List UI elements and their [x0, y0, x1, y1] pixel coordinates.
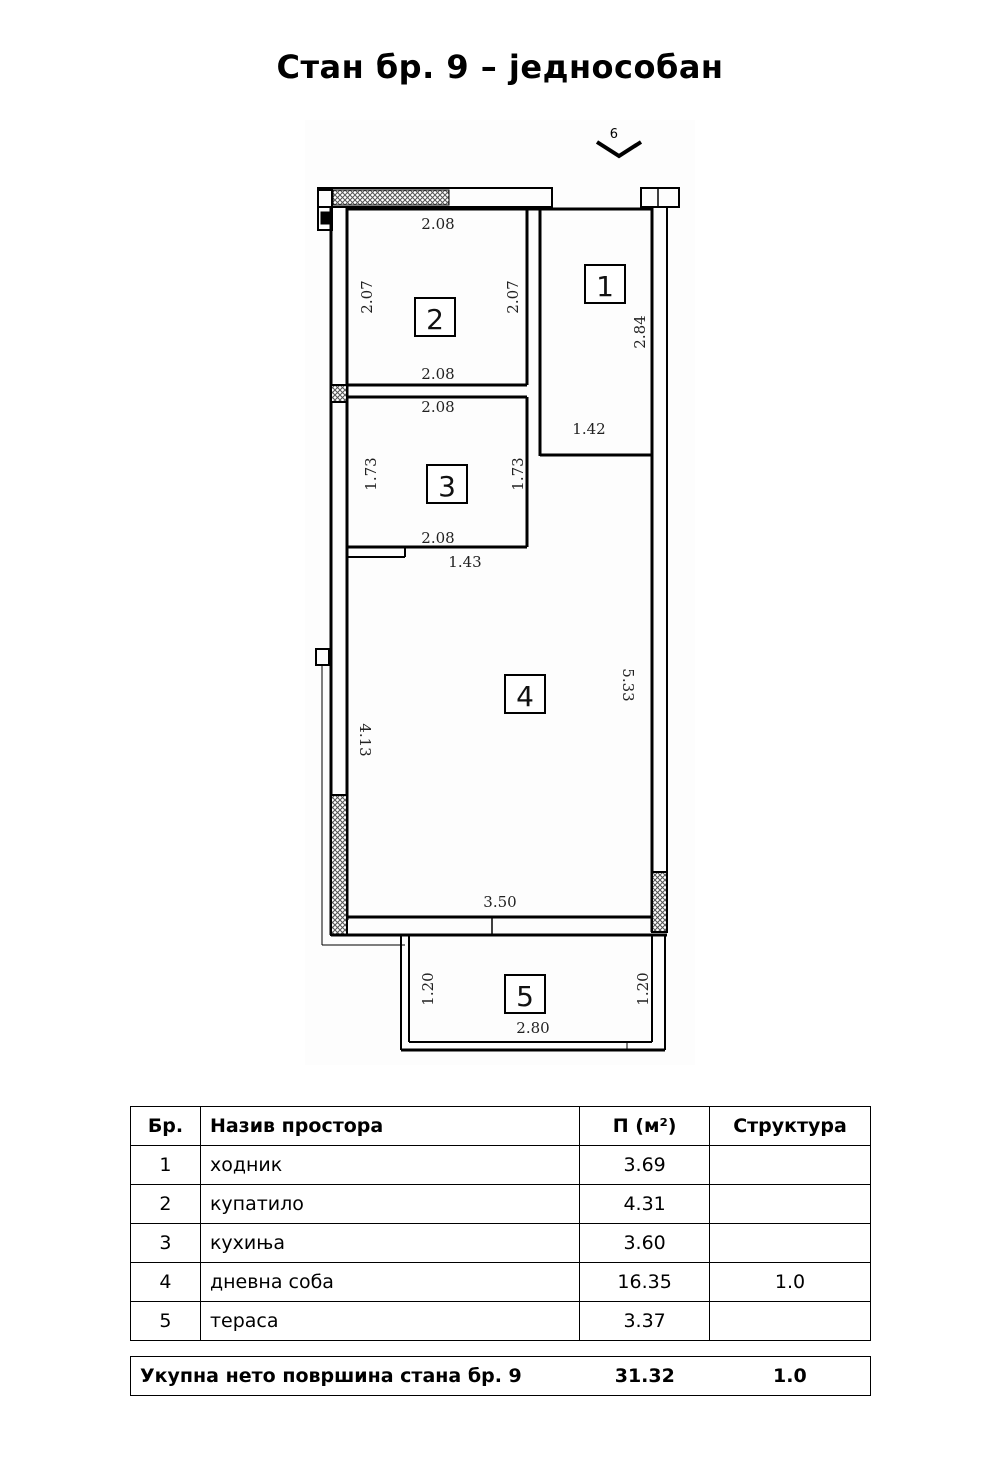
row-structure: 1.0 — [710, 1263, 871, 1302]
room-number-1 — [585, 265, 625, 303]
header-number: Бр. — [131, 1107, 201, 1146]
header-area: П (м²) — [580, 1107, 710, 1146]
row-room-name: купатило — [200, 1185, 579, 1224]
row-area: 3.69 — [580, 1146, 710, 1185]
svg-text:3: 3 — [438, 470, 456, 503]
row-room-name: тераса — [200, 1302, 579, 1341]
row-number: 1 — [131, 1146, 201, 1185]
table-header-row — [131, 1107, 871, 1146]
room-number-2 — [415, 298, 455, 336]
dim-r4-left: 4.13 — [356, 723, 374, 757]
header-structure: Структура — [710, 1107, 871, 1146]
dim-r2-left: 2.07 — [358, 280, 376, 314]
row-number: 2 — [131, 1185, 201, 1224]
dim-r2-right: 2.07 — [504, 280, 522, 314]
table-row — [131, 1302, 871, 1341]
dim-r2-bottom: 2.08 — [421, 365, 455, 383]
room-number-5 — [505, 975, 545, 1013]
svg-text:5: 5 — [516, 980, 534, 1013]
dim-r2-top: 2.08 — [421, 215, 455, 233]
row-number: 3 — [131, 1224, 201, 1263]
total-area: 31.32 — [580, 1357, 710, 1396]
row-room-name: дневна соба — [200, 1263, 579, 1302]
row-area: 4.31 — [580, 1185, 710, 1224]
row-structure — [710, 1224, 871, 1263]
row-number: 4 — [131, 1263, 201, 1302]
table-row — [131, 1263, 871, 1302]
dim-r4-right: 5.33 — [619, 668, 637, 702]
north-marker-label: 9 — [609, 124, 618, 139]
floor-plan-drawing — [305, 120, 695, 1065]
floor-plan — [305, 120, 695, 1065]
dim-r3-left: 1.73 — [362, 457, 380, 491]
dim-r4-top: 1.43 — [448, 553, 482, 571]
row-structure — [710, 1146, 871, 1185]
svg-text:1: 1 — [596, 270, 614, 303]
page-title: Стан бр. 9 – једнособан — [276, 48, 724, 86]
room-number-3 — [427, 465, 467, 503]
table-row — [131, 1224, 871, 1263]
table-row — [131, 1146, 871, 1185]
row-number: 5 — [131, 1302, 201, 1341]
row-structure — [710, 1185, 871, 1224]
room-number-4 — [505, 675, 545, 713]
row-room-name: ходник — [200, 1146, 579, 1185]
table-row — [131, 1185, 871, 1224]
total-table — [130, 1356, 871, 1396]
dim-r3-bottom: 2.08 — [421, 529, 455, 547]
row-area: 16.35 — [580, 1263, 710, 1302]
dim-r4-bottom: 3.50 — [483, 893, 517, 911]
rooms-table — [130, 1106, 871, 1341]
dim-r5-right: 1.20 — [634, 972, 652, 1006]
dim-r5-bottom: 2.80 — [516, 1019, 550, 1037]
total-row — [131, 1357, 871, 1396]
total-label: Укупна нето површина стана бр. 9 — [131, 1357, 580, 1396]
svg-text:4: 4 — [516, 680, 534, 713]
header-room-name: Назив простора — [200, 1107, 579, 1146]
dim-r5-left: 1.20 — [419, 972, 437, 1006]
dim-r1-right: 2.84 — [631, 315, 649, 349]
row-area: 3.60 — [580, 1224, 710, 1263]
row-room-name: кухиња — [200, 1224, 579, 1263]
dim-r3-top: 2.08 — [421, 398, 455, 416]
dim-r1-bottom: 1.42 — [572, 420, 606, 438]
dim-r3-right: 1.73 — [509, 457, 527, 491]
svg-text:2: 2 — [426, 303, 444, 336]
total-structure: 1.0 — [710, 1357, 871, 1396]
row-area: 3.37 — [580, 1302, 710, 1341]
row-structure — [710, 1302, 871, 1341]
